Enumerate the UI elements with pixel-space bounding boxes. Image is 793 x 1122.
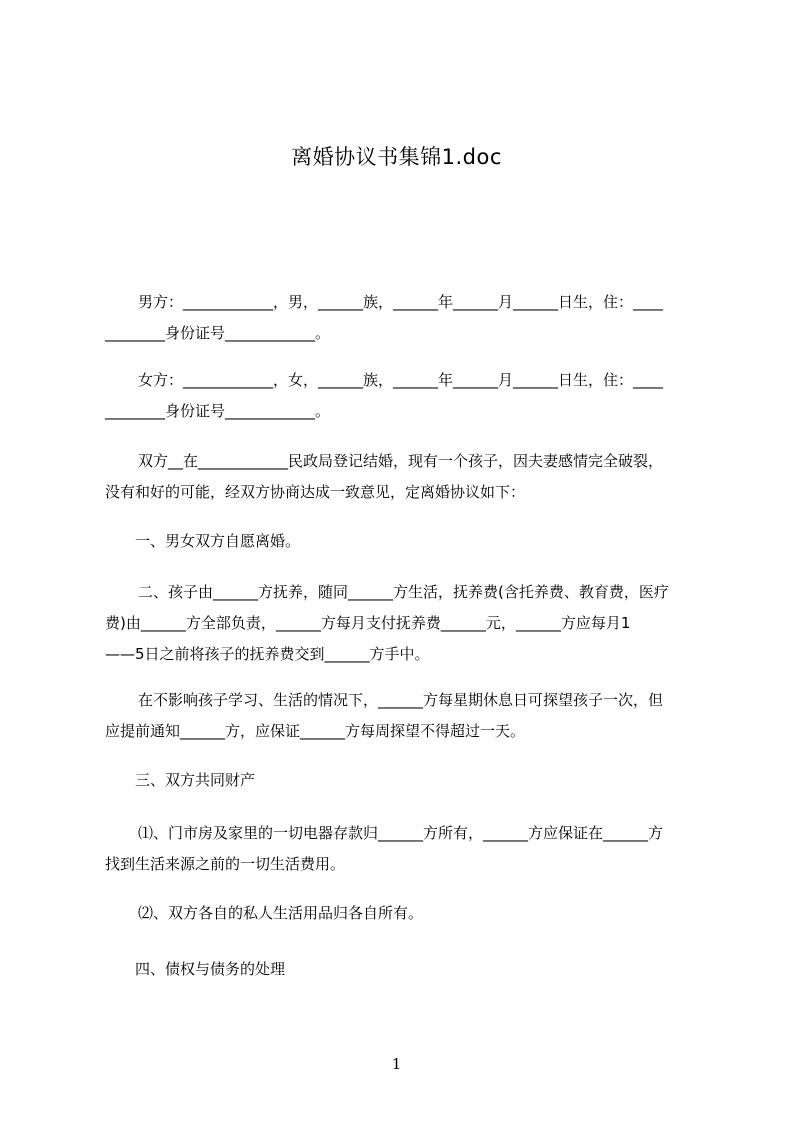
section-4-line: 四、债权与债务的处理 bbox=[135, 960, 286, 978]
property-item-2-paragraph bbox=[105, 898, 708, 929]
female-party-line-1: 女方：____________，女，______族，______年______月______日生，住：____ bbox=[138, 371, 664, 389]
intro-line-2: 没有和好的可能，经双方协商达成一致意见，定离婚协议如下： bbox=[105, 483, 526, 501]
section-1-line: 一、男女双方自愿离婚。 bbox=[135, 532, 301, 550]
property-item-1-paragraph bbox=[105, 818, 708, 880]
intro-line-1: 双方__在____________民政局登记结婚，现有一个孩子，因夫妻感情完全破裂， bbox=[138, 452, 664, 470]
intro-paragraph bbox=[105, 446, 708, 508]
document-title: 离婚协议书集锦1.doc bbox=[291, 145, 502, 169]
male-party-paragraph bbox=[105, 287, 708, 349]
section-3-line: 三、双方共同财产 bbox=[135, 771, 256, 789]
female-party-line-2: ________身份证号____________。 bbox=[105, 402, 331, 420]
male-party-line-2: ________身份证号____________。 bbox=[105, 324, 331, 342]
visitation-line-1: 在不影响孩子学习、生活的情况下，______方每星期休息日可探望孩子一次，但 bbox=[138, 691, 664, 709]
female-party-paragraph bbox=[105, 365, 708, 427]
male-party-line-1: 男方：____________，男，______族，______年______月______日生，住：____ bbox=[138, 293, 664, 311]
visitation-paragraph bbox=[105, 685, 708, 747]
property-item-1-line-2: 找到生活来源之前的一切生活费用。 bbox=[105, 855, 346, 873]
section-2-line-3: ——5日之前将孩子的抚养费交到______方手中。 bbox=[105, 645, 430, 663]
section-3-heading bbox=[105, 765, 708, 796]
visitation-line-2: 应提前通知______方，应保证______方每周探望不得超过一天。 bbox=[105, 722, 526, 740]
property-item-1-line-1: ⑴、门市房及家里的一切电器存款归______方所有，______方应保证在______方 bbox=[138, 824, 664, 842]
section-2-line-2: 费)由______方全部负责，______方每月支付抚养费______元，______方应每月1 bbox=[105, 614, 631, 632]
section-2-paragraph bbox=[105, 577, 708, 670]
section-2-line-1: 二、孩子由______方抚养，随同______方生活，抚养费(含托养费、教育费，医疗 bbox=[138, 583, 669, 601]
section-4-heading bbox=[105, 954, 708, 985]
property-item-2-line: ⑵、双方各自的私人生活用品归各自所有。 bbox=[138, 904, 424, 922]
section-1-heading bbox=[105, 526, 708, 557]
page-number: 1 bbox=[391, 1055, 402, 1073]
